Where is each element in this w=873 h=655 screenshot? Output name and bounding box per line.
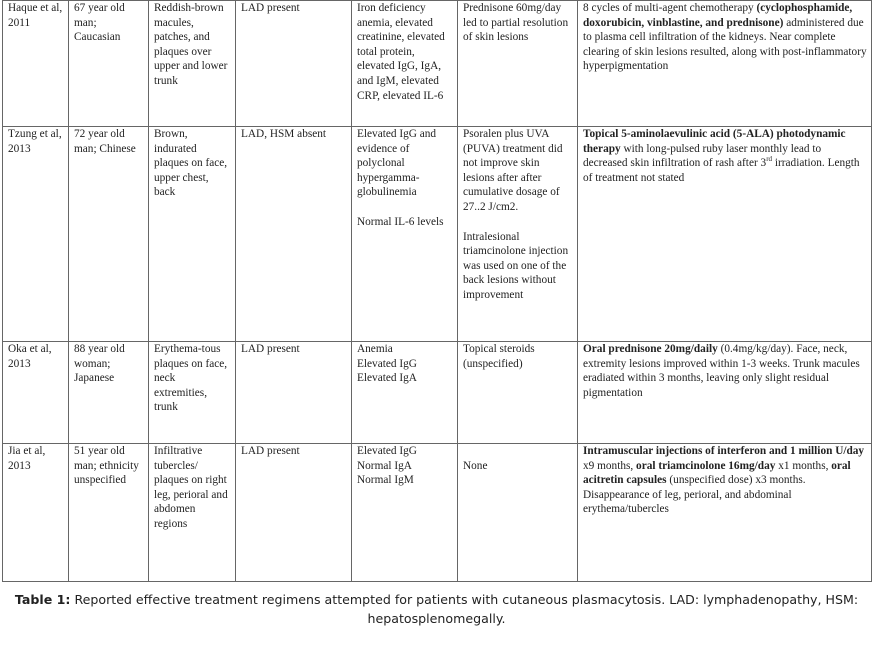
lad-cell: LAD, HSM absent — [236, 127, 352, 342]
table-row — [3, 127, 872, 342]
study-cell: Jia et al, 2013 — [3, 444, 69, 582]
effective-treatment-cell: Topical 5-aminolaevulinic acid (5-ALA) photodynamic therapy with long-pulsed ruby laser monthly lead to decreased skin infiltration of rash after 3rd irradiation. Length of treatment not stated — [578, 127, 872, 342]
lesions-cell: Reddish-brown macules, patches, and plaques over upper and lower trunk — [149, 1, 236, 127]
table-row — [3, 342, 872, 444]
labs-cell: Anemia Elevated IgG Elevated IgA — [352, 342, 458, 444]
lad-cell: LAD present — [236, 1, 352, 127]
table-row — [3, 1, 872, 127]
patient-cell: 51 year old man; ethnicity unspecified — [69, 444, 149, 582]
prior-treatment-cell: None — [458, 444, 578, 582]
effective-treatment-cell: Intramuscular injections of interferon and 1 million U/day x9 months, oral triamcinolone 16mg/day x1 months, oral acitretin capsules (unspecified dose) x3 months. Disappearance of leg, perioral, and abdominal erythema/tubercles — [578, 444, 872, 582]
table-row — [3, 444, 872, 582]
labs-cell: Elevated IgG Normal IgA Normal IgM — [352, 444, 458, 582]
caption-label: Table 1: — [14, 592, 71, 607]
effective-treatment-cell: 8 cycles of multi-agent chemotherapy (cyclophosphamide, doxorubicin, vinblastine, and prednisone) administered due to plasma cell infiltration of the kidneys. Near complete clearing of skin lesions resulted, along with post-inflammatory hyperpigmentation — [578, 1, 872, 127]
study-cell: Tzung et al, 2013 — [3, 127, 69, 342]
patient-cell: 67 year old man; Caucasian — [69, 1, 149, 127]
study-cell: Oka et al, 2013 — [3, 342, 69, 444]
labs-cell: Iron deficiency anemia, elevated creatinine, elevated total protein, elevated IgG, IgA, and IgM, elevated CRP, elevated IL-6 — [352, 1, 458, 127]
table-caption — [0, 590, 873, 628]
lesions-cell: Brown, indurated plaques on face, upper chest, back — [149, 127, 236, 342]
patient-cell: 88 year old woman; Japanese — [69, 342, 149, 444]
lesions-cell: Erythema-tous plaques on face, neck extremities, trunk — [149, 342, 236, 444]
prior-treatment-cell: Topical steroids (unspecified) — [458, 342, 578, 444]
lad-cell: LAD present — [236, 342, 352, 444]
patient-cell: 72 year old man; Chinese — [69, 127, 149, 342]
prior-treatment-cell: Prednisone 60mg/day led to partial resolution of skin lesions — [458, 1, 578, 127]
lad-cell: LAD present — [236, 444, 352, 582]
treatment-table-container — [2, 0, 871, 582]
caption-text: Reported effective treatment regimens attempted for patients with cutaneous plasmacytosis. LAD: lymphadenopathy, HSM: hepatosplenomegally. — [70, 592, 859, 626]
effective-treatment-cell: Oral prednisone 20mg/daily (0.4mg/kg/day). Face, neck, extremity lesions improved within 1-3 weeks. Trunk macules eradiated within 3 months, leaving only slight residual pigmentation — [578, 342, 872, 444]
study-cell: Haque et al, 2011 — [3, 1, 69, 127]
prior-treatment-cell: Psoralen plus UVA (PUVA) treatment did not improve skin lesions after after cumulative dosage of 27..2 J/cm2. Intralesional triamcinolone injection was used on one of the back lesions without improvement — [458, 127, 578, 342]
lesions-cell: Infiltrative tubercles/ plaques on right leg, perioral and abdomen regions — [149, 444, 236, 582]
labs-cell: Elevated IgG and evidence of polyclonal hypergamma-globulinemia Normal IL-6 levels — [352, 127, 458, 342]
treatment-table — [2, 0, 872, 582]
